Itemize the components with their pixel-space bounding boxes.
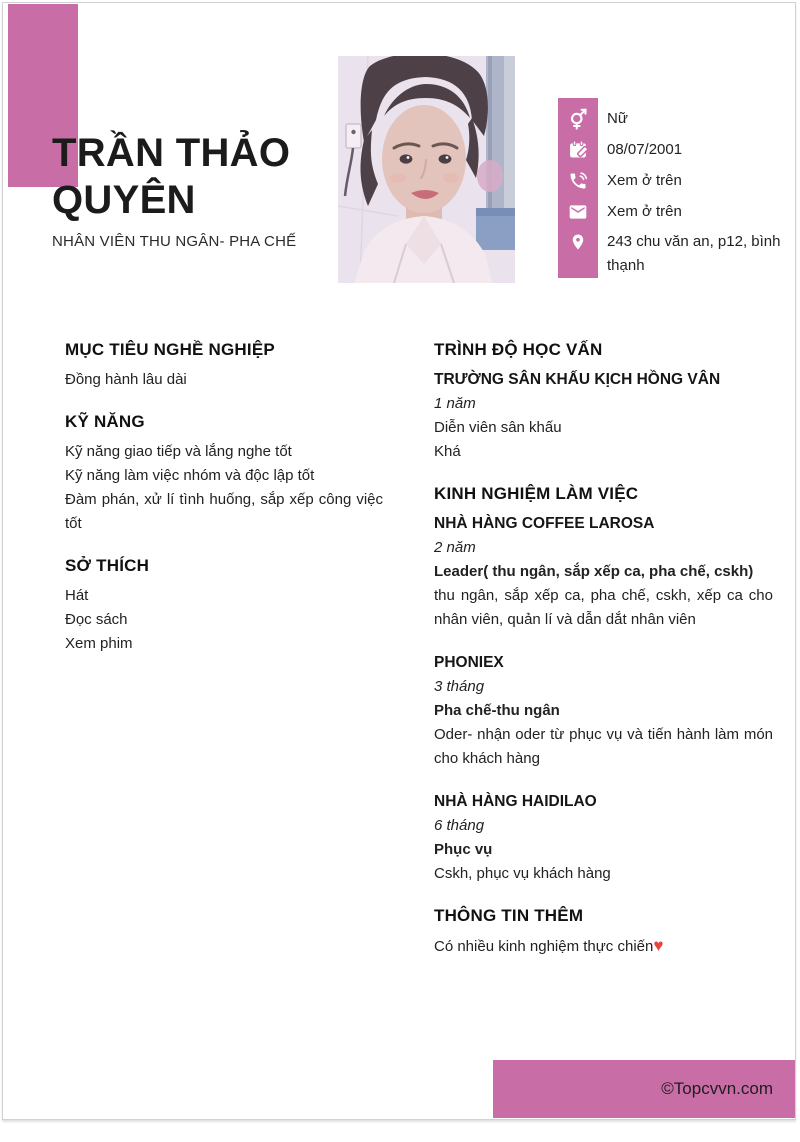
experience-job	[434, 651, 773, 771]
candidate-job-title: NHÂN VIÊN THU NGÂN- PHA CHẾ	[52, 233, 297, 250]
phone-icon	[558, 165, 598, 196]
job-description: Oder- nhận oder từ phục vụ và tiến hành làm món cho khách hàng	[434, 726, 773, 767]
hobby-item: Đọc sách	[65, 611, 128, 628]
additional-info-text-content: Có nhiều kinh nghiệm thực chiến	[434, 938, 654, 955]
contact-values	[607, 98, 800, 278]
contact-email-value: Xem ở trên	[607, 202, 682, 220]
skill-item: Kỹ năng làm việc nhóm và độc lập tốt	[65, 467, 315, 484]
cv-page	[2, 2, 796, 1120]
experience-job	[434, 790, 773, 886]
job-position: Leader( thu ngân, sắp xếp ca, pha chế, cskh)	[434, 563, 754, 580]
additional-info-heading: THÔNG TIN THÊM	[434, 906, 584, 925]
hobby-item: Xem phim	[65, 635, 133, 652]
heart-icon: ♥	[653, 936, 664, 955]
contact-gender-value: Nữ	[607, 109, 628, 127]
education-heading: TRÌNH ĐỘ HỌC VẤN	[434, 340, 603, 359]
footer-copyright: ©Topcvvn.com	[661, 1079, 773, 1098]
profile-photo	[338, 56, 515, 283]
additional-info-text	[434, 934, 773, 959]
job-position: Phục vụ	[434, 841, 493, 858]
section-hobbies	[65, 555, 383, 656]
job-duration: 2 năm	[434, 539, 476, 556]
section-additional-info	[434, 905, 773, 959]
header	[52, 130, 382, 250]
job-company: PHONIEX	[434, 654, 504, 671]
experience-job	[434, 512, 773, 632]
profile-photo-illustration	[338, 56, 515, 283]
job-duration: 3 tháng	[434, 678, 485, 695]
objective-text: Đồng hành lâu dài	[65, 371, 187, 388]
gender-icon	[558, 103, 598, 134]
content-columns	[65, 339, 773, 978]
hobby-item: Hát	[65, 587, 89, 604]
education-school: TRƯỜNG SÂN KHẤU KỊCH HỒNG VÂN	[434, 371, 721, 388]
objective-heading: MỤC TIÊU NGHỀ NGHIỆP	[65, 340, 275, 359]
left-column	[65, 339, 383, 978]
footer-bar	[493, 1060, 795, 1118]
contact-address-value: 243 chu văn an, p12, bình thạnh	[607, 233, 781, 274]
contact-section	[558, 98, 800, 278]
education-duration: 1 năm	[434, 395, 476, 412]
job-company: NHÀ HÀNG COFFEE LAROSA	[434, 515, 655, 532]
job-description: thu ngân, sắp xếp ca, pha chế, cskh, xếp ca cho nhân viên, quản lí và dẫn dắt nhân viên	[434, 587, 773, 628]
skills-heading: KỸ NĂNG	[65, 412, 145, 431]
section-education	[434, 339, 773, 464]
right-column	[434, 339, 773, 978]
skill-item: Đàm phán, xử lí tình huống, sắp xếp công việc tốt	[65, 491, 383, 532]
job-description: Cskh, phục vụ khách hàng	[434, 865, 611, 882]
job-duration: 6 tháng	[434, 817, 485, 834]
contact-icon-bar	[558, 98, 598, 278]
email-icon	[558, 196, 598, 227]
education-major: Diễn viên sân khấu	[434, 419, 562, 436]
contact-birthdate-value: 08/07/2001	[607, 140, 683, 158]
contact-phone-value: Xem ở trên	[607, 171, 682, 189]
section-objective	[65, 339, 383, 392]
section-experience	[434, 483, 773, 886]
hobbies-heading: SỞ THÍCH	[65, 556, 150, 575]
candidate-name: TRẦN THẢO QUYÊN	[52, 131, 291, 222]
job-position: Pha chế-thu ngân	[434, 702, 560, 719]
experience-heading: KINH NGHIỆM LÀM VIỆC	[434, 484, 639, 503]
skill-item: Kỹ năng giao tiếp và lắng nghe tốt	[65, 443, 292, 460]
calendar-icon	[558, 134, 598, 165]
education-grade: Khá	[434, 443, 461, 460]
section-skills	[65, 411, 383, 536]
location-icon	[558, 227, 598, 274]
job-company: NHÀ HÀNG HAIDILAO	[434, 793, 597, 810]
